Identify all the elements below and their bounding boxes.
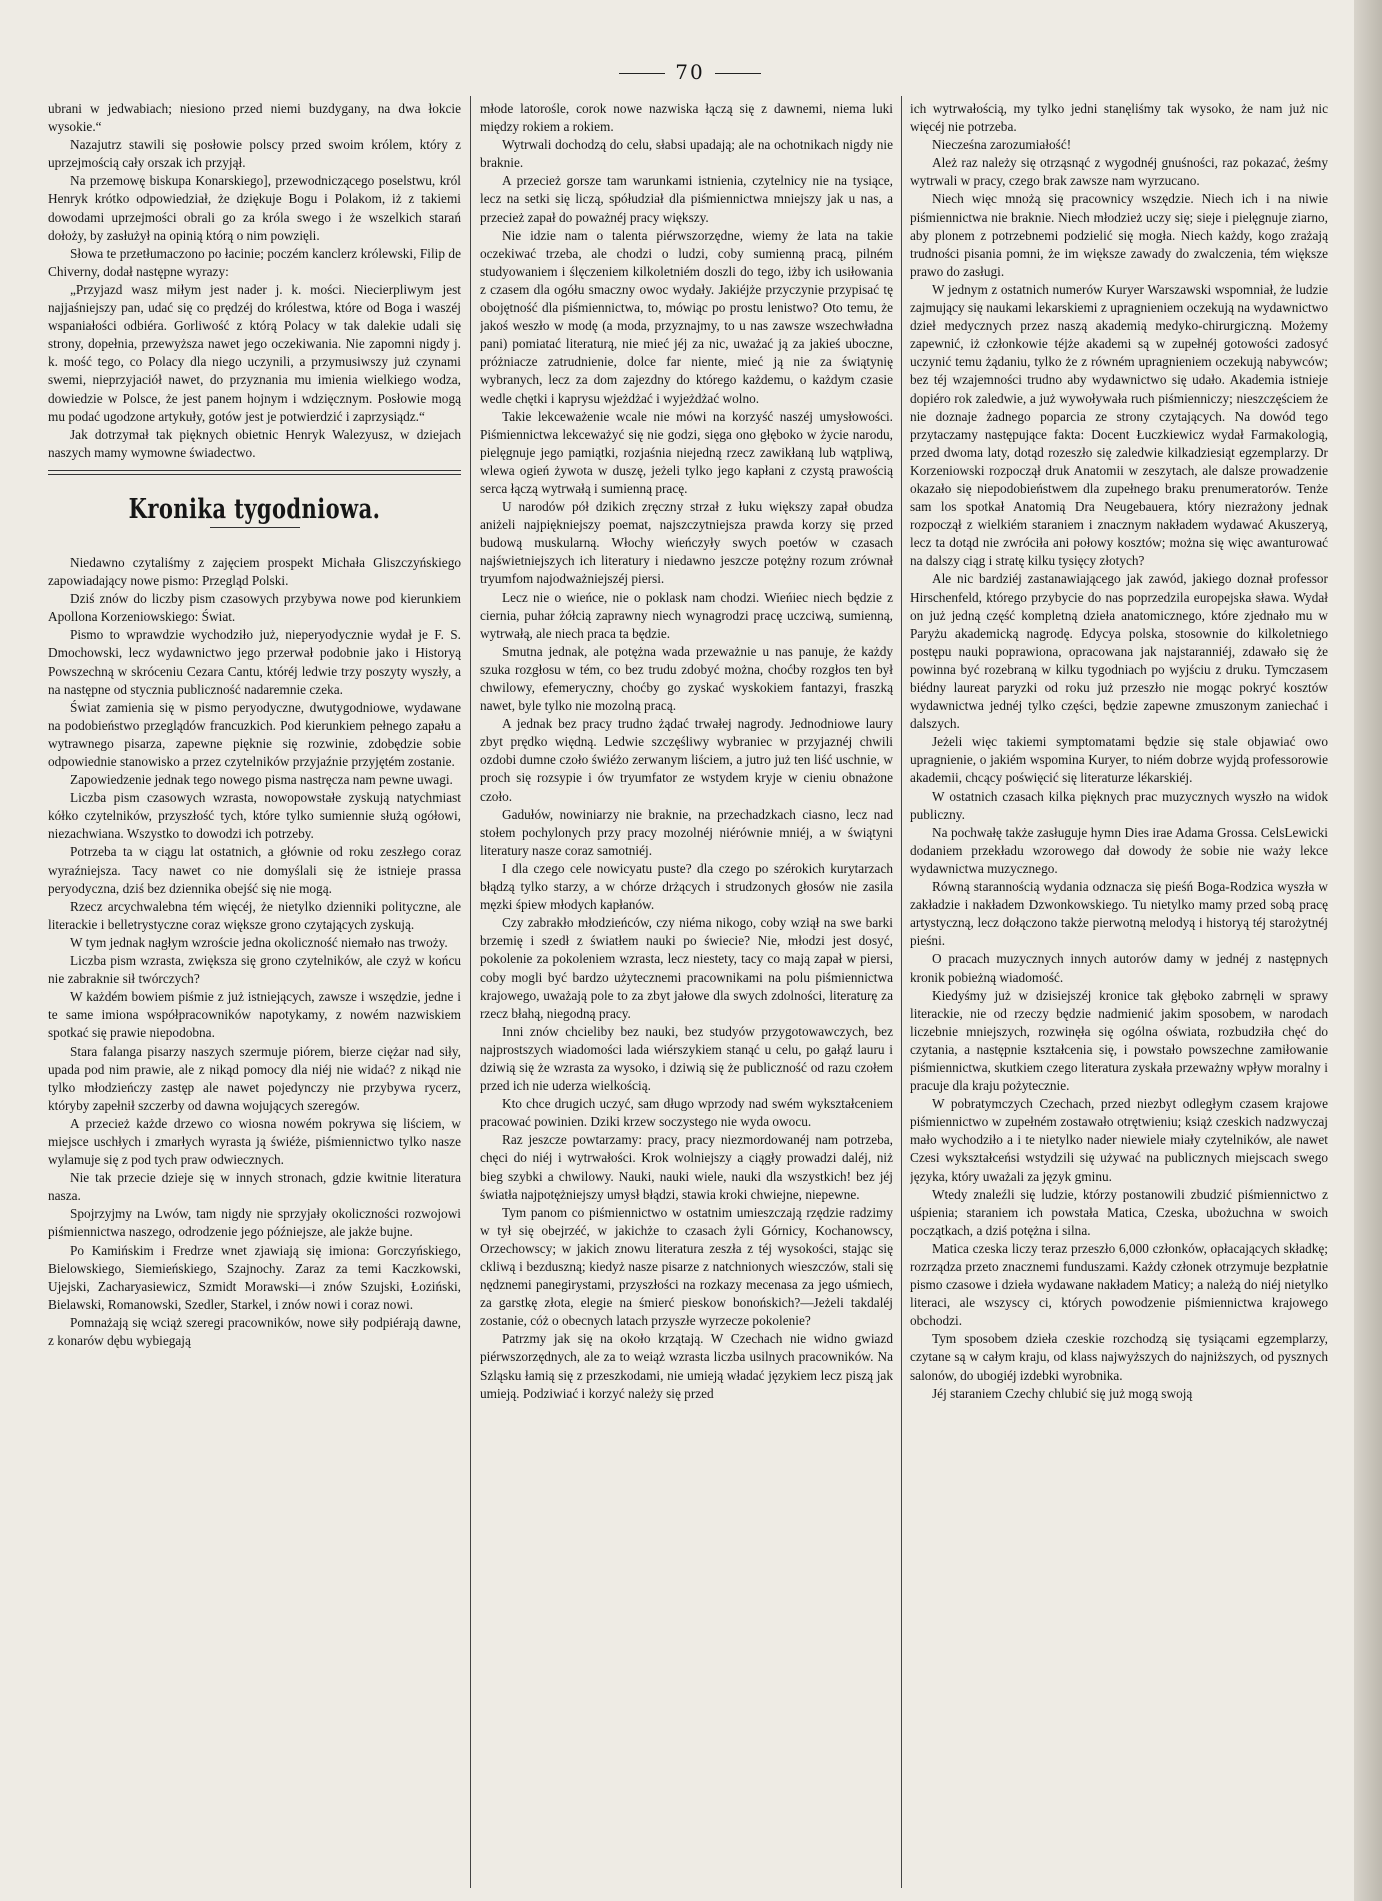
paragraph: Świat zamienia się w pismo peryodyczne, dwutygodniowe, wydawane na podobieństwo przeglądów francuzkich. Pod kierunkiem pełnego zapału a wytrawnego pisarza, zapewne pięknie się rozwinie, zdobędzie sobie odpowiednie stanowisko a przez czytelników przyjaźnie przyjętém zostanie. — [48, 699, 461, 769]
paragraph: W jednym z ostatnich numerów Kuryer Warszawski wspomniał, że ludzie zajmujący się naukami lekarskiemi z upragnieniem oczekują na wydawnictwo dzieł medycznych przez naszą akademią medyko-chirurgiczną. Możemy zapewnić, iż członkowie téjże akademi są w zupełnéj gotowości zadosyć uczynić temu żądaniu, tylko że z równém upragnieniem oczekują nabywców; bez téj wzajemności trudno aby wydawnictwo się udało. Akademia istnieje dopiéro rok zaledwie, a już wywoływała ruch piśmienniczy; nieszczęściem że nie doznaje żadnego poparcia ze strony czytających. Na dowód tego przytaczamy następujące fakta: Docent Łuczkiewicz wydał Farmakologią, przed dwoma laty, dotąd rozeszło się zaledwie kilkadziesiąt egzemplarzy. Dr Korzeniowski rozpoczął druk Anatomii w zeszytach, ale dalsze prowadzenie okazało się niepodobieństwem dla zupełnego braku prenumeratorów. Tenże sam los spotkał Anatomią Dra Neugebauera, który niezrażony jednak rozpoczął z wielkiém staraniem i znacznym nakładem wydawać Akuszeryą, lecz ta dotąd nie zwróciła ani połowy kosztów; można się więc awanturować na dalszy ciąg i stratę kilku tysięcy złotych? — [910, 281, 1328, 569]
column-rule-left — [470, 96, 471, 1888]
paragraph: Takie lekceważenie wcale nie mówi na korzyść naszéj umysłowości. Piśmiennictwa lekceważyć się nie godzi, sięga ono głęboko w życie narodu, pielęgnuje jego pamiątki, rozjaśnia niejedną rzecz zawikłaną lub wątpliwą, wlewa ogień żywota w duszę, jeżeli tylko jego kapłani z czystą prawością serca łączą wytrwałą i sumienną pracę. — [480, 408, 893, 496]
section-heading: Kronika tygodniowa. — [128, 493, 381, 525]
paragraph: Ale nic bardziéj zastanawiającego jak zawód, jakiego doznał professor Hirschenfeld, którego przybycie do nas poprzedzila europejska sława. Wydał on już jedną część kompletną dzieła anatomicznego, które zjednało mu w Paryżu akademicką nagrodę. Edycya polska, stosownie do kilkoletniego postępu nauki poprawiona, opracowana jak najstaranniéj, zdawało się że powinna być rozebraną w kilku tygodniach po wyjściu z druku. Tymczasem biédny laureat paryzki od roku już przeszło nie mogąc pokryć kosztów wydawnictwa jednéj tylko części, będzie zapewne zmuszonym zaniechać i dalszych. — [910, 571, 1328, 732]
paragraph: Smutna jednak, ale potężna wada przeważnie u nas panuje, że każdy szuka rozgłosu w tém, co bez trudu zdobyć można, choćby rozgłos ten był chwilowy, efemeryczny, choćby go zyskać wyskokiem fantazyi, fraszką nawet, byle tylko nie mozolną pracą. — [480, 643, 893, 714]
paragraph: Ależ raz należy się otrząsnąć z wygodnéj gnuśności, raz pokazać, żeśmy wytrwali w pracy, czego brak zawsze nam wyrzucano. — [910, 155, 1328, 189]
column-left — [48, 100, 461, 1890]
paragraph: Wytrwali dochodzą do celu, słabsi upadają; ale na ochotnikach nigdy nie braknie. — [480, 137, 893, 171]
page-edge — [1354, 0, 1382, 1901]
paragraph: Raz jeszcze powtarzamy: pracy, pracy niezmordowanéj nam potrzeba, chęci do niéj i wytrwałości. Krok wolniejszy a ciągły prowadzi daléj, niż bieg szybki a chwilowy. Nauki, nauki wiele, nauki dla wszystkich! bez jéj światła najpotężniejszy umysł błądzi, stawia kroki chwiejne, niepewne. — [480, 1132, 893, 1202]
paragraph: W ostatnich czasach kilka pięknych prac muzycznych wyszło na widok publiczny. — [910, 788, 1328, 822]
page-number: 70 — [600, 60, 780, 84]
paragraph: młode latorośle, corok nowe nazwiska łączą się z dawnemi, niema luki między rokiem a rokiem. — [480, 101, 893, 135]
section-divider — [48, 474, 461, 475]
paragraph: Niedawno czytaliśmy z zajęciem prospekt Michała Gliszczyńskiego zapowiadający nowe pismo: Przegląd Polski. — [48, 554, 461, 589]
paragraph: Niecześna zarozumiałość! — [932, 137, 1072, 153]
paragraph: ich wytrwałością, my tylko jedni stanęliśmy tak wysoko, że nam już nic więcéj nie potrzeba. — [910, 101, 1328, 135]
paragraph: Zapowiedzenie jednak tego nowego pisma nastręcza nam pewne uwagi. — [70, 772, 453, 788]
paragraph: Po Kamińskim i Fredrze wnet zjawiają się imiona: Gorczyńskiego, Bielowskiego, Siemieńskiego, Szajnochy. Zaraz za temi Kaczkowski, Ujejski, Zacharyasiewicz, Szmidt Morawski—i znów Szujski, Łoziński, Bielawski, Romanowski, Szedler, Starkel, i znów nowi i coraz nowi. — [48, 1242, 461, 1312]
paragraph: Nie idzie nam o talenta piérwszorzędne, wiemy że lata na takie oczekiwać trzeba, ale chodzi o ludzi, coby sumienną pracą, pilném studyowaniem i ślęczeniem kilkoletniém doszli do tego, iżby ich usiłowania z czasem dla ogółu smaczny owoc wydały. Jakiéjże przyczynie przypisać tę obojętność dla piśmiennictwa, to, mówiąc po prostu lenistwo? Oto temu, że jakoś weszło w modę (a moda, przyznajmy, to u nas zawsze wszechwładna pani) pomiatać literaturą, nie mieć jéj za nic, uważać ją za jakieś uboczne, próżniacze zatrudnienie, dolce far niente, mieć ją nie za świątynię wybranych, lecz za dom zajezdny do którego każdemu, o każdym czasie wedle chętki i kaprysu wjeżdżać i wyjeżdżać wolno. — [480, 227, 893, 406]
section-divider — [48, 470, 461, 471]
paragraph: Jéj staraniem Czechy chlubić się już mogą swoją — [932, 1385, 1193, 1401]
paragraph: Spojrzyjmy na Lwów, tam nigdy nie sprzyjały okoliczności rozwojowi piśmiennictwa naszego, odrodzenie jego późniejsze, ale jakże bujne. — [48, 1206, 461, 1240]
paragraph: W pobratymczych Czechach, przed niezbyt odległym czasem krajowe piśmiennictwo w zupełném zostawało otrętwieniu; książ czeskich nadzwyczaj mało wychodziło a i te nietylko nader niewiele miały czytelników, ale nawet Czesi wykształceńsi wstydzili się używać na publicznych miejscach swego języka, który uważali za język gminu. — [910, 1096, 1328, 1184]
paragraph: Słowa te przetłumaczono po łacinie; poczém kanclerz królewski, Filip de Chiverny, dodał następne wyrazy: — [48, 245, 461, 279]
paragraph: Patrzmy jak się na około krzątają. W Czechach nie widno gwiazd piérwszorzędnych, ale za to weiąż wzrasta liczba usilnych pracowników. Na Szląsku łamią się z przeszkodami, nie umieją władać językiem lecz piszą jak umieją. Podziwiać i korzyć należy się przed — [480, 1331, 893, 1401]
column-right — [910, 100, 1328, 1890]
paragraph: A przecież każde drzewo co wiosna nowém pokrywa się liściem, w miejsce uschłych i zmarłych wyrasta ją świéże, piśmiennictwo tylko nasze wylamuje się z pod tych praw odwiecznych. — [48, 1115, 461, 1168]
paragraph: Pismo to wprawdzie wychodziło już, nieperyodycznie wydał je F. S. Dmochowski, lecz wydawnictwo jego przerwał podobnie jako i Historyą Powszechną w skróceniu Cezara Cantu, któréj ledwie trzy poszyty wyszły, a na następne od stycznia publiczność nadaremnie czeka. — [48, 627, 461, 697]
paragraph: Kiedyśmy już w dzisiejszéj kronice tak głęboko zabrnęli w sprawy literackie, nie od rzeczy będzie nadmienić jakim sposobem, w narodach liczebnie mniejszych, rozwinęła się ogólna oświata, rozbudziła chęć do czytania, a następnie kształcenia się, i powstało powszechne zamiłowanie piśmiennictwa, skutkiem czego literatura zyskała przeważny wpływ moralny i pracuje dla kraju pożytecznie. — [910, 987, 1328, 1094]
paragraph: ubrani w jedwabiach; niesiono przed niemi buzdygany, na dwa łokcie wysokie.“ — [48, 101, 461, 135]
paragraph: Tym panom co piśmiennictwo w ostatnim umieszczają rzędzie radzimy w tył się obejrzéć, w jakichże to czasach żyli Górnicy, Kochanowscy, Orzechowscy; w jakich znowu literatura zeszła z téj wysokości, stając się ckliwą i bezduszną; kiedyż nasze pisarze z natchnionych wieszczów, stali się nędznemi panegirystami, przyszłości na rozkazy mecenasa za jego uśmiech, za garstkę złota, elegie na śmierć pieskow bonońskich?—Jeżeli takdaléj zostanie, cóż o obecnych latach przyszłe wyrzecze pokolenie? — [480, 1204, 893, 1329]
column-rule-right — [901, 96, 902, 1888]
paragraph: Liczba pism czasowych wzrasta, nowopowstałe zyskują natychmiast kółko czytelników, przyszłość tych, które tylko sumiennie służą ogółowi, niezachwiana. Wszystko to dowodzi ich potrzeby. — [48, 790, 461, 842]
paragraph: Jak dotrzymał tak pięknych obietnic Henryk Walezyusz, w dziejach naszych mamy wymowne świadectwo. — [48, 426, 461, 460]
paragraph: Liczba pism wzrasta, zwiększa się grono czytelników, ale czyż w końcu nie zabraknie sił twórczych? — [48, 953, 461, 987]
paragraph: Na pochwałę także zasługuje hymn Dies irae Adama Grossa. CelsLewicki dodaniem przekładu wzorowego dał dowody że sobie nie waży lekce wydawnictwa muzycznego. — [910, 824, 1328, 876]
paragraph: Pomnażają się wciąż szeregi pracowników, nowe siły podpiérają dawne, z konarów dębu wybiegają — [48, 1314, 461, 1348]
paragraph: Matica czeska liczy teraz przeszło 6,000 członków, opłacających składkę; rozrządza przeto znacznemi funduszami. Każdy członek otrzymuje bezpłatnie pismo czasowe i dzieła wydawane nakładem Maticy; a należą do niéj nietylko literaci, ale wszyscy ci, których powodzenie piśmiennictwa krajowego obchodzi. — [910, 1240, 1328, 1329]
paragraph: A przecież gorsze tam warunkami istnienia, czytelnicy nie na tysiące, lecz na setki się liczą, spółudział dla piśmiennictwa mniejszy jak u nas, a przecież zapał do poważnéj pracy większy. — [480, 173, 893, 225]
paragraph: Jeżeli więc takiemi symptomatami będzie się stale objawiać owo upragnienie, o jakiém wspomina Kuryer, to niém dobrze wyjdą professorowie akademii, chcący poświęcić się literaturze lékarskiéj. — [910, 734, 1328, 786]
paragraph: Kto chce drugich uczyć, sam długo wprzody nad swém wykształceniem pracować powinien. Dziki krzew soczystego nie wyda owocu. — [480, 1096, 893, 1130]
paragraph: Inni znów chcieliby bez nauki, bez studyów przygotowawczych, bez najprostszych wiadomości lada wiérszykiem stanąć u celu, po gałąź lauru i dziwią się że wzrasta za wysoko, i dziwią się że publiczność od razu czołem przed ich nie uderza wielkością. — [480, 1023, 893, 1094]
paragraph: I dla czego cele nowicyatu puste? dla czego po szérokich kurytarzach błądzą tylko starzy, a w chórze drżących i strudzonych głosów nie zasila męzki śpiew młodych kapłanów. — [480, 860, 893, 913]
paragraph: A jednak bez pracy trudno żądać trwałej nagrody. Jednodniowe laury zbyt prędko więdną. Ledwie szczęśliwy wybraniec w przyjaznéj chwili ozdobi dumne czoło świéżo zerwanym liściem, a jutro już ten liść uschnie, w proch się rozsypie i ów tryumfator ze wstydem kryje w cieniu obnażone czoło. — [480, 716, 893, 804]
paragraph: Potrzeba ta w ciągu lat ostatnich, a głównie od roku zeszłego coraz wyraźniejsza. Tacy nawet co nie domyślali się że istnieje prassa peryodyczna, dziś bez dziennika obejść się nie mogą. — [48, 844, 461, 896]
paragraph: Dziś znów do liczby pism czasowych przybywa nowe pod kierunkiem Apollona Korzeniowskiego: Świat. — [48, 591, 461, 625]
paragraph: Gadułów, nowiniarzy nie braknie, na przechadzkach ciasno, lecz nad stołem pochylonych przy pracy mozolnéj niérównie mniéj, a w świątyni literatury nasze coraz samotniéj. — [480, 806, 893, 858]
paragraph: Nazajutrz stawili się posłowie polscy przed swoim królem, który z uprzejmością cały orszak ich przyjął. — [48, 137, 461, 171]
paragraph: Na przemowę biskupa Konarskiego], przewodniczącego poselstwu, król Henryk krótko odpowiedział, że dziękuje Bogu i Polakom, iż z takiemi dowodami uprzejmości obrali go za króla swego i że wszelkich starań dołoży, by zasłużył na opinią którą o nim powzięli. — [48, 173, 461, 243]
paragraph: Tym sposobem dzieła czeskie rozchodzą się tysiącami egzemplarzy, czytane są w całym kraju, od klass najwyższych do najniższych, od pysznych salonów, do ubogiéj izdebki wyrobnika. — [910, 1331, 1328, 1383]
paragraph: Nie tak przecie dzieje się w innych stronach, gdzie kwitnie literatura nasza. — [48, 1170, 461, 1204]
paragraph: U narodów pół dzikich zręczny strzał z łuku większy zapał obudza aniżeli najpiękniejszy poemat, najszczytniejsza prawda korzy się przed budową muskularną. Włochy wieńczyły swych poetów w czasach najświetniejszych ich literatury i niedawno jeszcze potężny rozum zrównał tryumfom najodważniejszéj piersi. — [480, 499, 893, 587]
heading-rule — [210, 527, 300, 528]
paragraph: W każdém bowiem piśmie z już istniejących, zawsze i wszędzie, jedne i te same imiona współpracowników napotykamy, z nowém nazwiskiem spotkać się prawie niepodobna. — [48, 989, 461, 1041]
paragraph: O pracach muzycznych innych autorów damy w jednéj z następnych kronik pobieżną wiadomość. — [910, 951, 1328, 985]
paragraph: Niech więc mnożą się pracownicy wszędzie. Niech ich i na niwie piśmiennictwa nie braknie. Niech młodzież uczy się; sieje i pielęgnuje ziarno, aby plonem z potrzebnemi podzielić się mogła. Niech każdy, kogo zrażają trudności pisania pomni, że im większe zawady do zwalczenia, tém większe prawo do zasługi. — [910, 191, 1328, 279]
paragraph: Równą starannością wydania odznacza się pieśń Boga-Rodzica wyszła w zakładzie i nakładem Dzwonkowskiego. Tu nietylko mamy przed sobą pracę artystyczną, lecz dołączono także pierwotną melodyą i historyą téj starożytnéj pieśni. — [910, 879, 1328, 949]
paragraph: „Przyjazd wasz miłym jest nader j. k. mości. Niecierpliwym jest najjaśniejszy pan, udać się co prędzéj do królestwa, które od Boga i waszéj wspaniałości odbiéra. Gorliwość z którą Polacy w tak dalekie udali się strony, dopełnia, przewyższa nawet jego oczekiwania. Nie zapomni nigdy j. k. mość tego, co Polacy dla niego uczynili, a przymusiwszy już czynami swemi, nieprzyjaciół nawet, do przyznania mu imienia wielkiego wodza, dowiedzie w Polsce, że jest panem hojnym i wdzięcznym. Posłowie mogą mu podać ugodzone artykuły, gotów jest je potwierdzić i zaprzysiądz.“ — [48, 281, 461, 424]
column-middle — [480, 100, 893, 1890]
paragraph: Czy zabrakło młodzieńców, czy niéma nikogo, coby wziął na swe barki brzemię i szedł z światłem nauki po świecie? Nie, młodzi jest dosyć, pokolenie za pokoleniem wzrasta, lecz niestety, tacy co mają zapał w piersi, coby mogli być bardzo użytecznemi pracownikami na polu piśmiennictwa krajowego, uważają pole to za zbyt jałowe dla swych zdolności, literaturę za rzecz błahą, niegodną pracy. — [480, 915, 893, 1021]
paragraph: Wtedy znaleźli się ludzie, którzy postanowili zbudzić piśmiennictwo z uśpienia; staraniem ich powstała Matica, Czeska, ubożuchna w swoich początkach, a dziś potężna i silna. — [910, 1186, 1328, 1238]
paragraph: W tym jednak nagłym wzroście jedna okoliczność niemało nas trwoży. — [70, 934, 448, 950]
paragraph: Stara falanga pisarzy naszych szermuje piórem, bierze ciężar nad siły, upada pod nim prawie, ale z nikąd pomocy dla niéj nie widać? z nikąd nie tylko młodzieńczy zastęp ale nawet pojedynczy nie przybywa rycerz, któryby zapełnił szczerby od dawna wojujących szeregów. — [48, 1043, 461, 1113]
paragraph: Lecz nie o wieńce, nie o poklask nam chodzi. Wieńiec niech będzie z ciernia, puhar żółcią zaprawny niech wynagrodzi pracę uczciwą, sumienną, wytrwałą, ale niech praca ta będzie. — [480, 589, 893, 641]
paragraph: Rzecz arcychwalebna tém więcéj, że nietylko dzienniki polityczne, ale literackie i belletrystyczne coraz większe grono czytających zyskują. — [48, 898, 461, 932]
